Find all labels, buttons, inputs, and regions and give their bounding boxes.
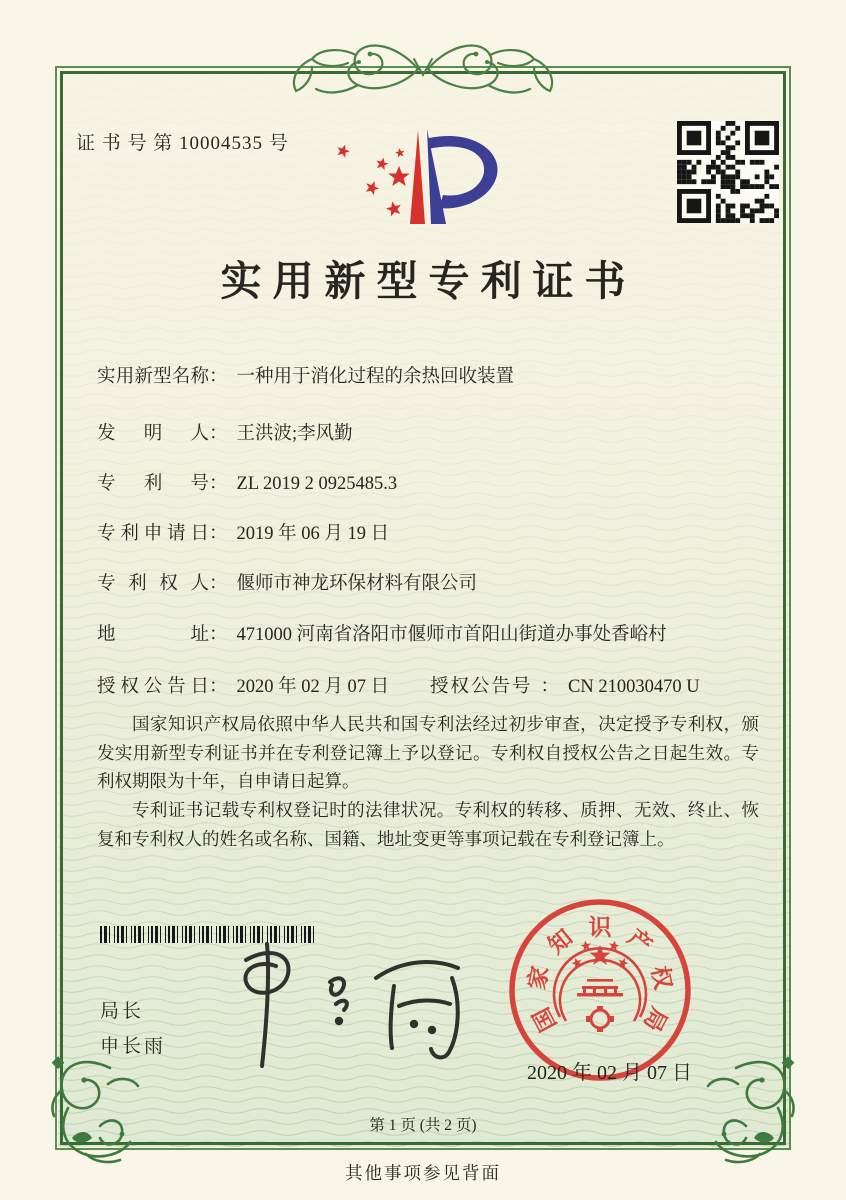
field-row-inventor: 发明人： 王洪波;李风勤: [97, 419, 353, 445]
field-row-utility-model-name: 实用新型名称： 一种用于消化过程的余热回收装置: [97, 362, 514, 388]
field-row-patentee: 专利权人： 偃师市神龙环保材料有限公司: [97, 569, 477, 595]
field-label: 专利权人: [97, 574, 209, 594]
field-label: 授权公告日: [97, 677, 209, 697]
svg-text:权: 权: [646, 963, 676, 992]
field-value: 偃师市神龙环保材料有限公司: [236, 574, 478, 594]
field-row-patent-number: 专利号： ZL 2019 2 0925485.3: [97, 469, 397, 495]
field-value: 2019 年 06 月 19 日: [236, 524, 390, 544]
legal-paragraph-2: 专利证书记载专利权登记时的法律状况。专利权的转移、质押、无效、终止、恢复和专利权人的姓名或名称、国籍、地址变更等事项记载在专利登记簿上。: [97, 800, 759, 849]
commissioner-title: 局长: [100, 1001, 145, 1022]
field-label: 地址: [97, 625, 209, 645]
svg-text:国: 国: [528, 1003, 562, 1036]
page-number: 第 1 页 (共 2 页): [369, 1117, 477, 1134]
qr-code: [677, 121, 779, 223]
certificate-number: 证 书 号 第 10004535 号: [76, 133, 289, 154]
field-row-application-date: 专利申请日： 2019 年 06 月 19 日: [97, 519, 389, 545]
field-row-grant: 授权公告日： 2020 年 02 月 07 日 授权公告号 ： CN 210030470 U: [97, 672, 389, 698]
legal-paragraph-1: 国家知识产权局依照中华人民共和国专利法经过初步审查，决定授予专利权，颁发实用新型专利证书并在专利登记簿上予以登记。专利权自授权公告之日起生效。专利权期限为十年，自申请日起算。: [97, 714, 759, 792]
grant-no-value: CN 210030470 U: [568, 677, 700, 697]
field-label: 发明人: [97, 424, 209, 444]
svg-text:局: 局: [638, 1003, 672, 1036]
commissioner-name: 申长雨: [100, 1036, 167, 1057]
field-value: 王洪波;李风勤: [236, 424, 353, 444]
back-side-note: 其他事项参见背面: [345, 1163, 501, 1183]
grant-date-value: 2020 年 02 月 07 日: [236, 677, 390, 697]
seal-date: 2020 年 02 月 07 日: [527, 1062, 692, 1084]
cnipa-logo-icon: [332, 112, 532, 237]
certificate-title: 实用新型专利证书: [220, 258, 637, 304]
svg-text:知: 知: [543, 924, 578, 959]
commissioner-signature: [218, 938, 474, 1070]
field-value: ZL 2019 2 0925485.3: [236, 474, 398, 494]
field-label: 实用新型名称: [97, 367, 209, 387]
field-value: 一种用于消化过程的余热回收装置: [236, 367, 515, 387]
svg-text:家: 家: [524, 963, 554, 992]
svg-text:产: 产: [622, 924, 657, 959]
grant-no-label: 授权公告号: [430, 677, 533, 697]
legal-paragraphs: [97, 710, 759, 853]
field-label: 专利申请日: [97, 524, 209, 544]
field-label: 专利号: [97, 474, 209, 494]
field-row-address: 地址： 471000 河南省洛阳市偃师市首阳山街道办事处香峪村: [97, 620, 667, 646]
field-value: 471000 河南省洛阳市偃师市首阳山街道办事处香峪村: [236, 625, 667, 645]
svg-text:识: 识: [588, 915, 612, 940]
